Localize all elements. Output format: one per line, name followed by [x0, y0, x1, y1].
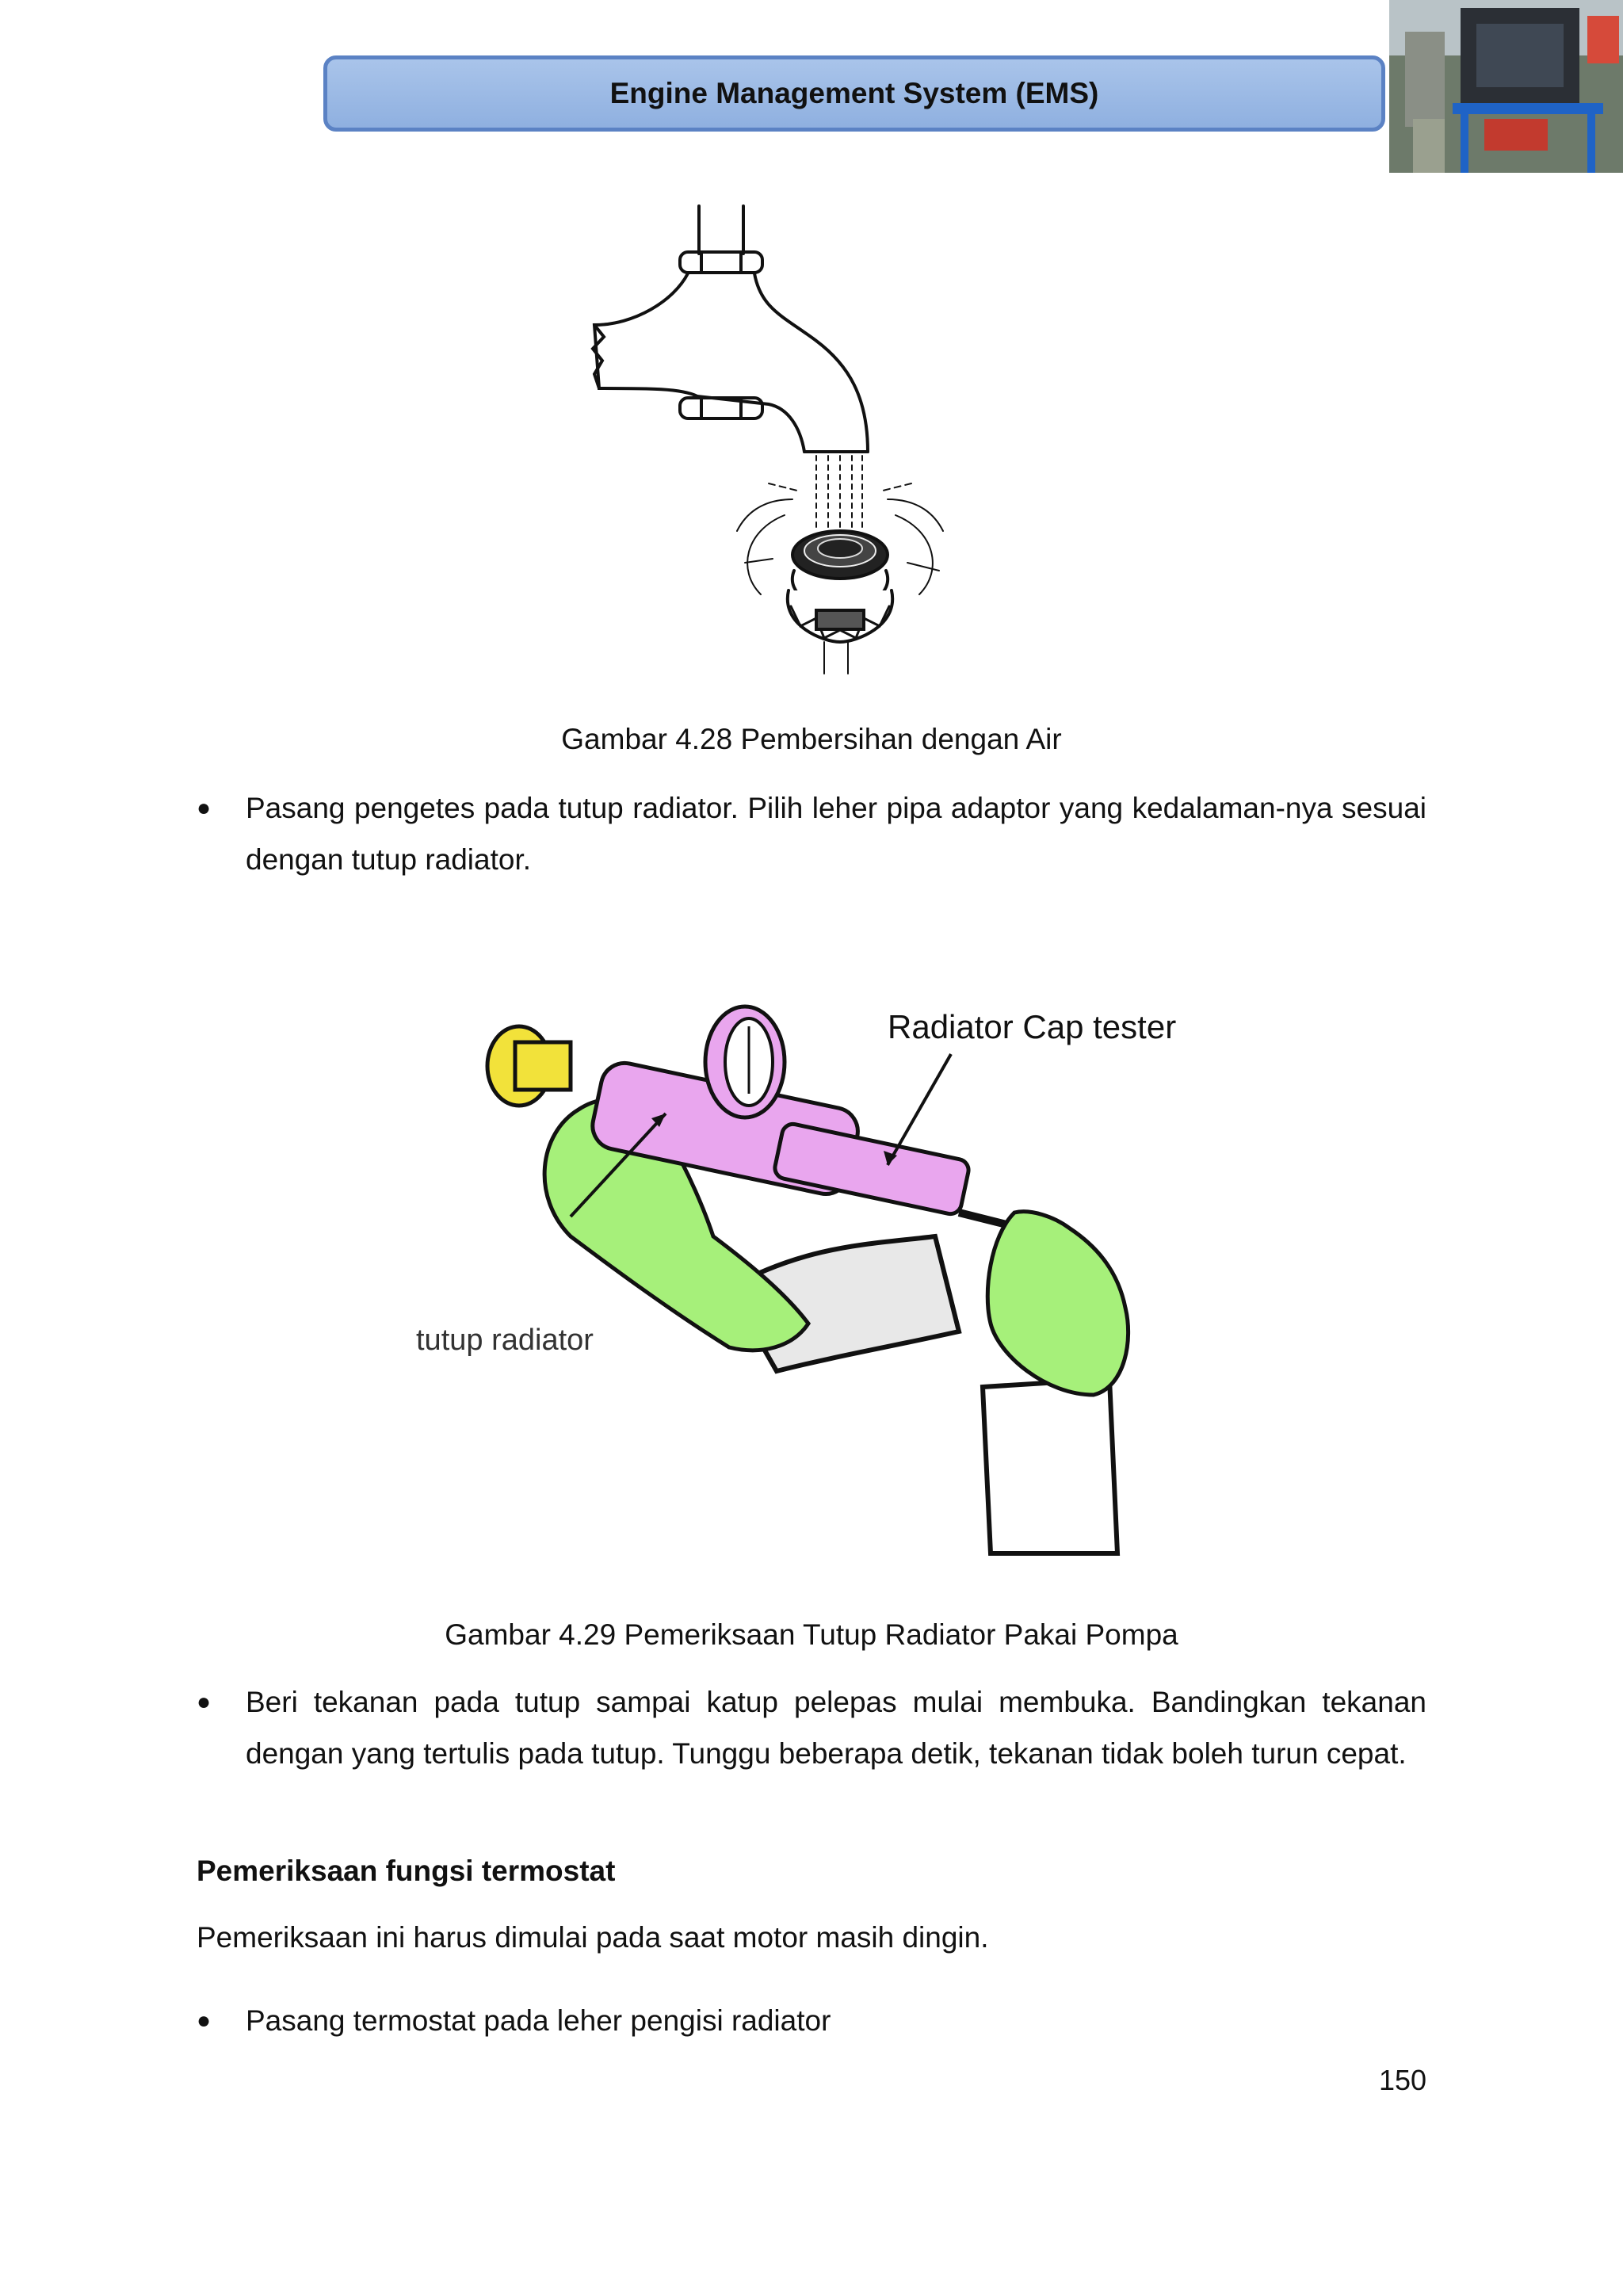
figure-caption: Gambar 4.28 Pembersihan dengan Air [561, 723, 1062, 755]
list-item [197, 782, 1426, 885]
list-item [197, 1995, 1426, 2046]
list-item-text: Beri tekanan pada tutup sampai katup pelepas mulai membuka. Bandingkan tekanan dengan yang tertulis pada tutup. Tunggu beberapa detik, tekanan tidak boleh turun cepat. [246, 1686, 1426, 1770]
list-item [197, 1676, 1426, 1779]
bullet-icon: ● [197, 2008, 212, 2034]
figure-water-cleaning [586, 198, 1030, 690]
figure-radiator-cap-tester [333, 975, 1252, 1561]
cap-label: tutup radiator [416, 1324, 594, 1357]
header-bar [323, 55, 1385, 132]
bullet-icon: ● [197, 1689, 212, 1715]
list-item-text: Pasang pengetes pada tutup radiator. Pilih leher pipa adaptor yang kedalaman-nya sesuai dengan tutup radiator. [246, 792, 1426, 876]
engine-trainer-photo [1389, 0, 1623, 173]
header-title: Engine Management System (EMS) [609, 77, 1099, 109]
page-number: 150 [1379, 2064, 1427, 2096]
section-paragraph: Pemeriksaan ini harus dimulai pada saat motor masih dingin. [197, 1921, 989, 1954]
section-heading: Pemeriksaan fungsi termostat [197, 1855, 616, 1887]
bullet-icon: ● [197, 795, 212, 821]
figure-caption: Gambar 4.29 Pemeriksaan Tutup Radiator Pakai Pompa [445, 1618, 1178, 1651]
tester-label: Radiator Cap tester [888, 1008, 1177, 1045]
list-item-text: Pasang termostat pada leher pengisi radiator [246, 2004, 831, 2037]
